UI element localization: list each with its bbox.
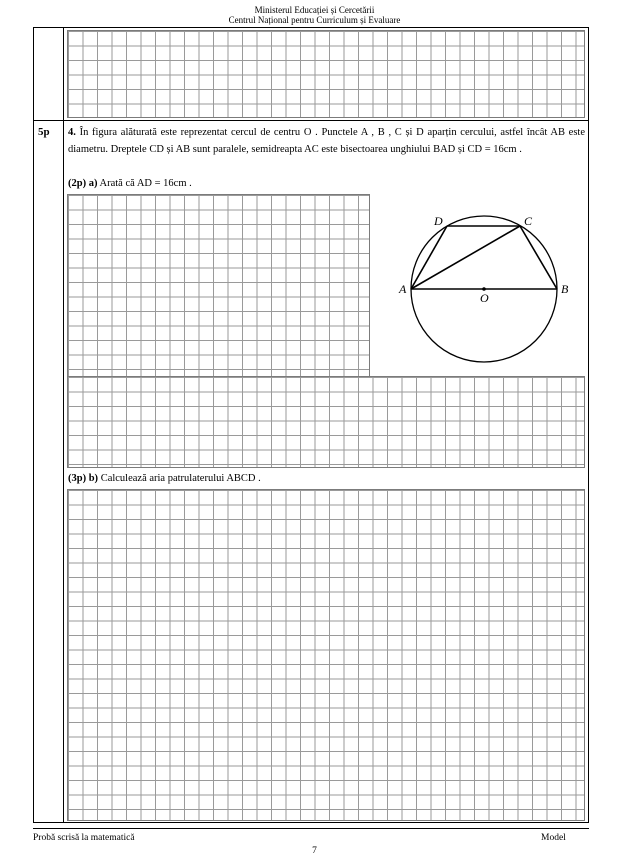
answer-grid-previous[interactable] [67,30,585,118]
footer-exam-title: Probă scrisă la matematică [33,833,135,843]
segment-ad [411,226,447,289]
page-number: 7 [312,846,317,856]
part-a-points: (2p) [68,178,87,189]
problem-statement [68,124,585,158]
part-b-prompt [68,473,261,484]
label-d: D [434,214,443,228]
circle-figure [395,205,585,375]
part-a-label: a) [88,178,98,189]
label-b: B [561,282,569,296]
problem-number: 4. [68,127,76,138]
problem-divider [33,120,589,121]
label-c: C [524,214,533,228]
header-center: Centrul Național pentru Curriculum și Evaluare [228,15,401,25]
footer-rule [33,828,589,829]
problem-points: 5p [38,126,50,138]
part-a-prompt [68,178,192,189]
footer-model: Model [541,833,566,843]
segment-ac [411,226,520,289]
points-column-divider [63,27,64,823]
answer-grid-part-b[interactable] [67,489,585,821]
label-a: A [399,282,407,296]
part-b-text: Calculează aria patrulaterului ABCD . [100,473,261,484]
part-b-points: (3p) [68,473,87,484]
label-o: O [480,291,489,305]
segment-cb [520,226,557,289]
part-b-label: b) [88,473,99,484]
answer-grid-part-a-upper[interactable] [67,194,370,378]
header-ministry: Ministerul Educației și Cercetării [254,5,375,15]
part-a-text: Arată că AD = 16cm . [99,178,192,189]
answer-grid-part-a-lower[interactable] [67,376,585,468]
problem-text: În figura alăturată este reprezentat cercul de centru O . Punctele A , B , C și D aparțin cercului, astfel încât AB este diametru. Dreptele CD și AB sunt paralele, semidreapta AC este bisectoarea unghiului BAD și CD = 16cm . [68,127,585,155]
